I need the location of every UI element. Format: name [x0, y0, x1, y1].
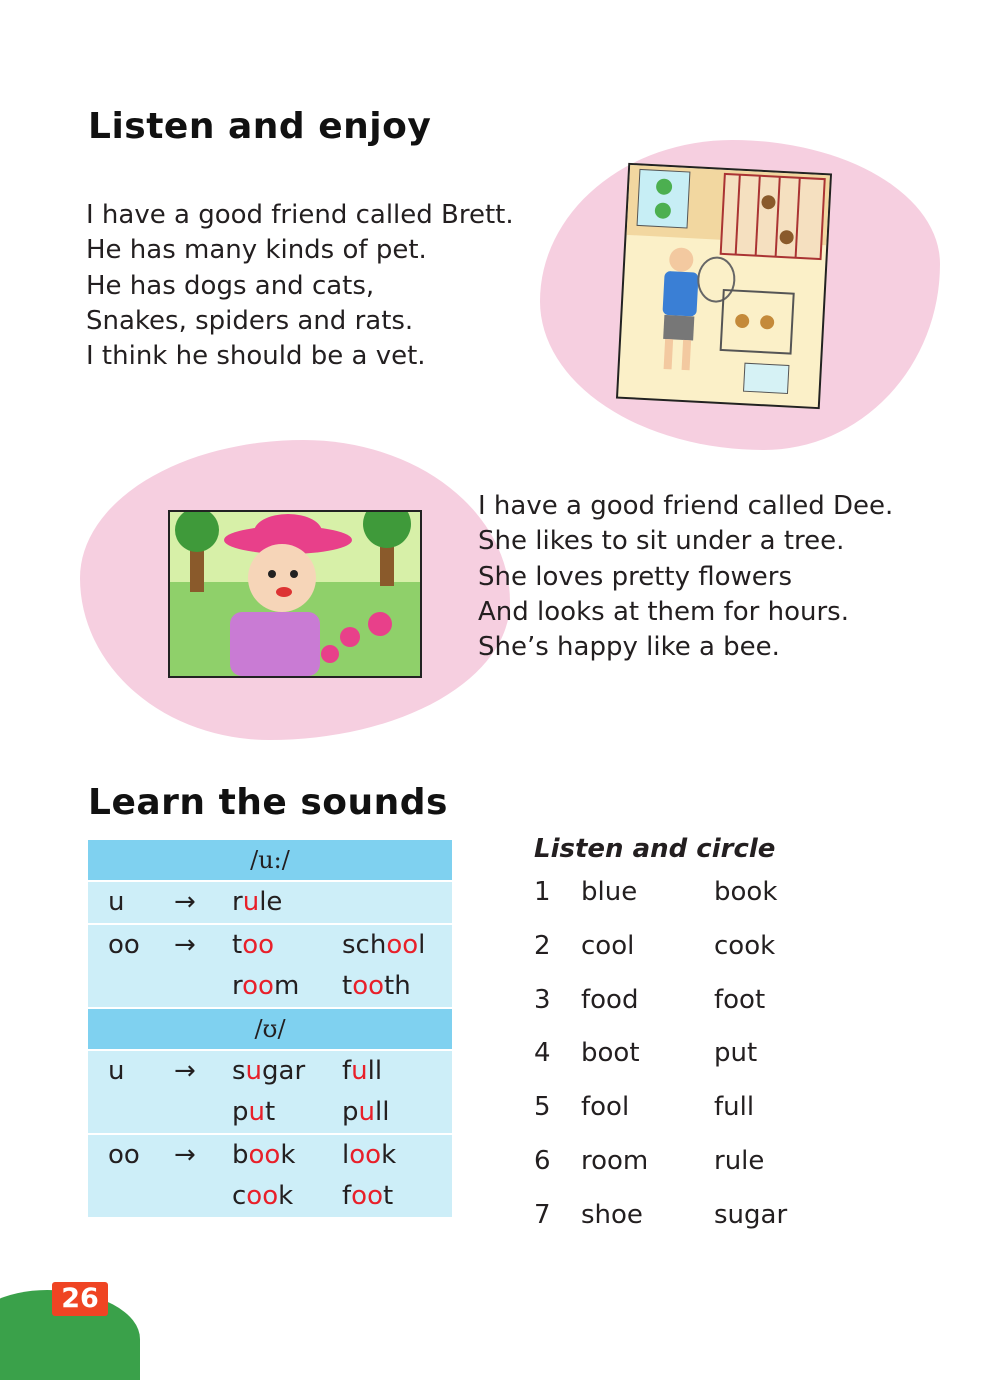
sound-group [88, 1051, 452, 1135]
sound-row [88, 966, 452, 1007]
poem-line: She loves pretty flowers [478, 561, 793, 592]
listen-circle-title: Listen and circle [534, 834, 776, 864]
word-option[interactable]: rule [714, 1145, 765, 1176]
item-number: 4 [534, 1038, 551, 1069]
item-number: 3 [534, 984, 551, 1015]
sound-symbol-short: /ʊ/ [88, 1007, 452, 1051]
sound-group [88, 925, 452, 1007]
sound-word: cook [232, 1181, 294, 1211]
sound-row [88, 882, 452, 923]
spelling: oo [108, 1140, 140, 1170]
sound-row [88, 1176, 452, 1217]
spelling: oo [108, 930, 140, 960]
word-option[interactable]: full [714, 1092, 755, 1123]
word-option[interactable]: food [581, 984, 639, 1015]
sound-word: pull [342, 1097, 390, 1127]
sound-word: sugar [232, 1056, 306, 1086]
spelling: u [108, 1056, 125, 1086]
sound-word: look [342, 1140, 397, 1170]
sound-group [88, 1135, 452, 1217]
poem-line: I have a good friend called Brett. [86, 200, 514, 230]
poem-line: He has dogs and cats, [86, 270, 375, 301]
word-option[interactable]: put [714, 1038, 758, 1069]
sound-symbol-long: /u:/ [88, 840, 452, 882]
arrow-icon: → [174, 1140, 196, 1170]
sound-row [88, 925, 452, 966]
sound-word: tooth [342, 971, 411, 1001]
word-option[interactable]: book [714, 877, 778, 907]
sound-word: rule [232, 887, 283, 917]
item-number: 1 [534, 877, 551, 907]
word-option[interactable]: shoe [581, 1199, 643, 1230]
pet-shop-scene-icon [618, 165, 830, 407]
listen-enjoy-title: Listen and enjoy [88, 106, 432, 147]
word-option[interactable]: cook [714, 930, 776, 961]
sound-word: room [232, 971, 300, 1001]
sound-word: foot [342, 1181, 394, 1211]
girl-flowers-illustration [168, 510, 422, 678]
poem-line: And looks at them for hours. [478, 596, 849, 627]
sounds-table [88, 840, 452, 1217]
item-number: 2 [534, 930, 551, 961]
word-option[interactable]: boot [581, 1038, 640, 1069]
item-number: 7 [534, 1199, 551, 1230]
sound-word: school [342, 930, 426, 960]
sound-row [88, 1092, 452, 1133]
sound-row [88, 1135, 452, 1176]
poem-dee [478, 489, 893, 665]
word-option[interactable]: cool [581, 930, 635, 961]
poem-line: He has many kinds of pet. [86, 235, 427, 266]
word-option[interactable]: fool [581, 1092, 630, 1123]
page-number-badge: 26 [52, 1282, 108, 1316]
pet-shop-illustration [616, 163, 832, 409]
poem-line: She’s happy like a bee. [478, 632, 780, 663]
poem-line: She likes to sit under a tree. [478, 526, 845, 557]
girl-scene-icon [170, 512, 420, 676]
item-number: 6 [534, 1145, 551, 1176]
poem-brett [86, 198, 514, 374]
sound-word: put [232, 1097, 276, 1127]
poem-line: I think he should be a vet. [86, 341, 426, 372]
word-option[interactable]: blue [581, 877, 638, 907]
sound-group [88, 882, 452, 925]
item-number: 5 [534, 1092, 551, 1123]
arrow-icon: → [174, 887, 196, 917]
sound-row [88, 1051, 452, 1092]
word-option[interactable]: sugar [714, 1199, 788, 1230]
word-option[interactable]: foot [714, 984, 766, 1015]
poem-line: I have a good friend called Dee. [478, 491, 894, 521]
sound-word: book [232, 1140, 296, 1170]
learn-sounds-title: Learn the sounds [88, 782, 448, 823]
arrow-icon: → [174, 930, 196, 960]
sound-word: too [232, 930, 275, 960]
sound-word: full [342, 1056, 383, 1086]
poem-line: Snakes, spiders and rats. [86, 305, 414, 336]
word-option[interactable]: room [581, 1145, 649, 1176]
spelling: u [108, 887, 125, 917]
arrow-icon: → [174, 1056, 196, 1086]
